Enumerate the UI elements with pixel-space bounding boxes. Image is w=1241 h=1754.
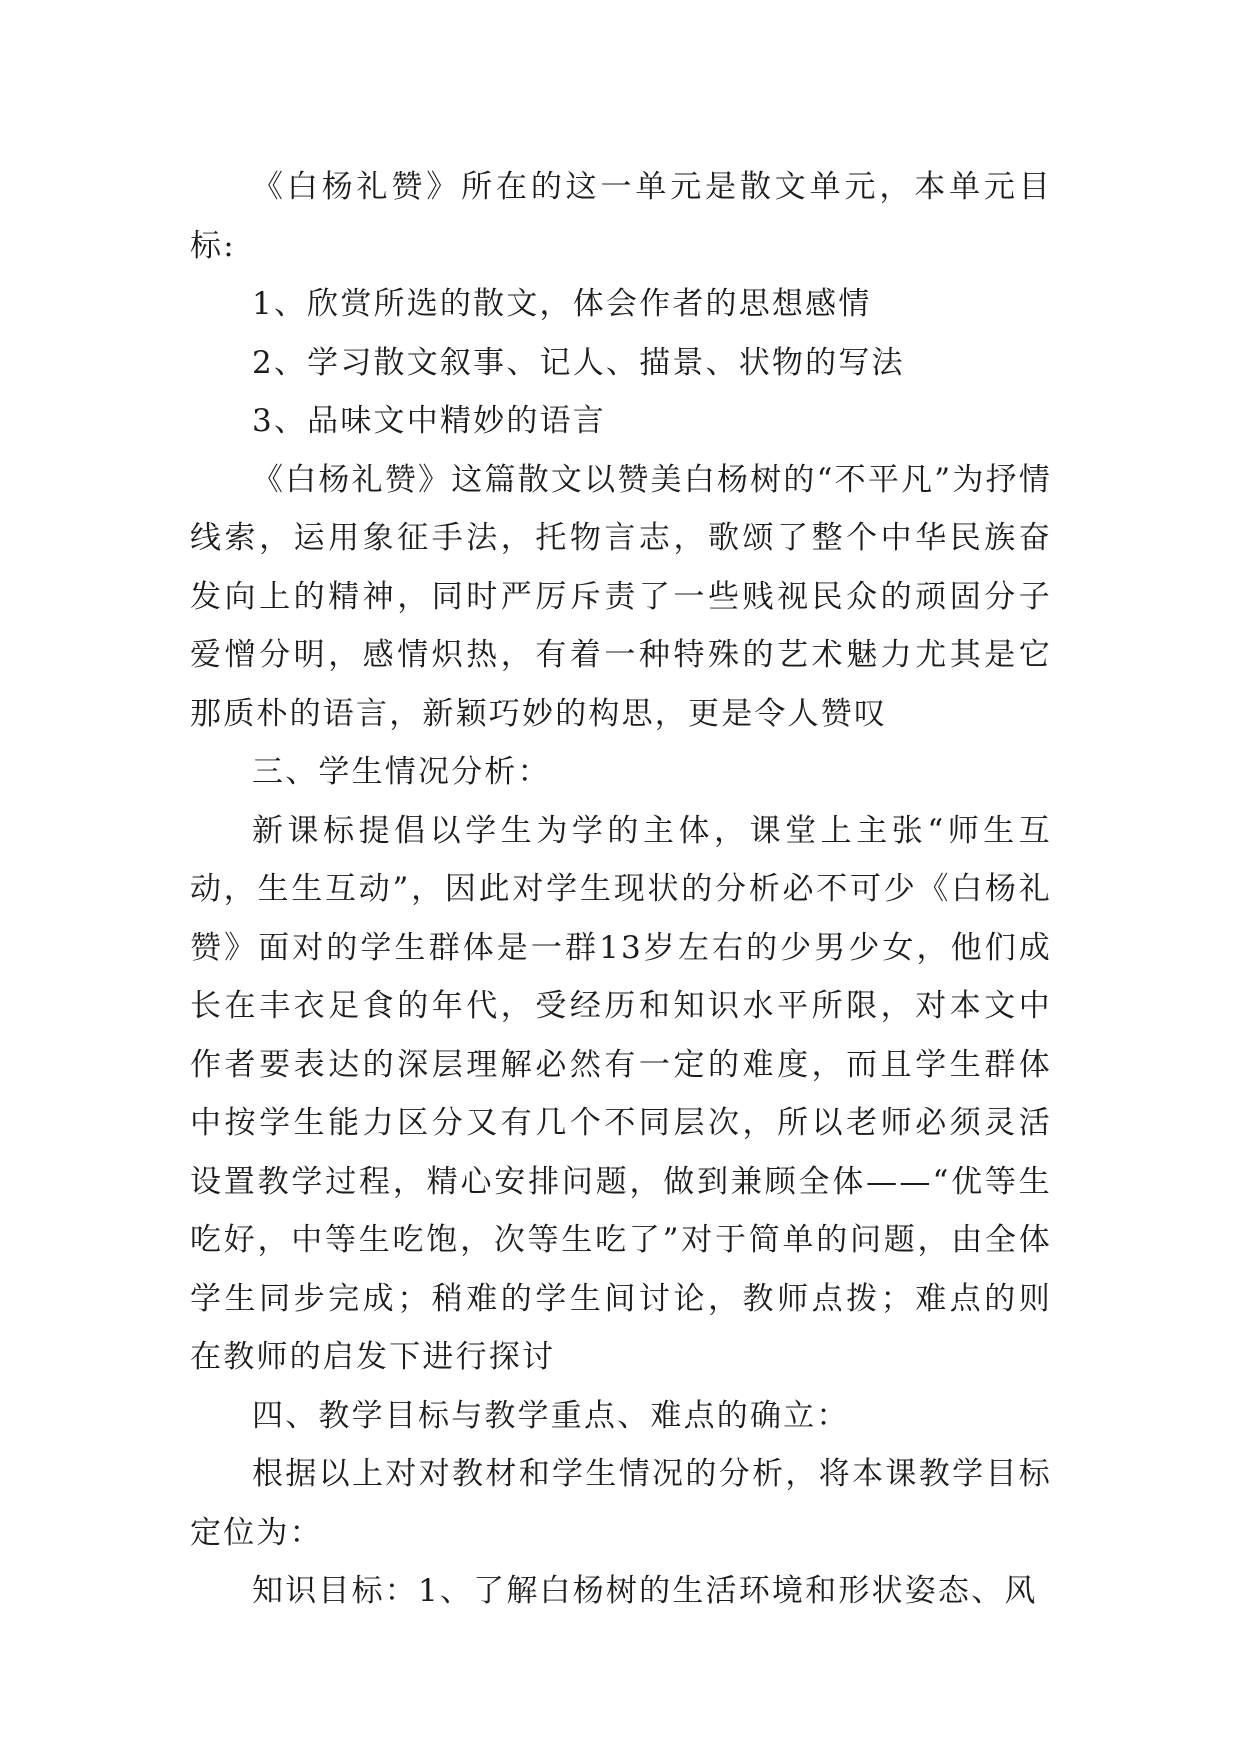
section-heading-student-analysis: 三、学生情况分析： (252, 754, 551, 790)
paragraph-teaching-goals-intro: 根据以上对对教材和学生情况的分析，将本课教学目标定位为： (190, 1456, 1052, 1551)
document-body (190, 158, 1052, 1621)
paragraph-goal-1: 1、欣赏所选的散文，体会作者的思想感情 (252, 286, 872, 322)
paragraph-text-analysis: 《白杨礼赞》这篇散文以赞美白杨树的“不平凡”为抒情线索，运用象征手法，托物言志，歌颂了整个中华民族奋发向上的精神，同时严厉斥责了一些贱视民众的顽固分子爱憎分明，感情炽热，有着一种特殊的艺术魅力尤其是它那质朴的语言，新颖巧妙的构思，更是令人赞叹 (190, 461, 1052, 732)
paragraph-unit-goals-intro: 《白杨礼赞》所在的这一单元是散文单元，本单元目标: (190, 169, 1052, 264)
paragraph-goal-2: 2、学习散文叙事、记人、描景、状物的写法 (252, 344, 905, 381)
paragraph-knowledge-goal: 知识目标：1、了解白杨树的生活环境和形状姿态、风 (252, 1573, 1038, 1609)
paragraph-student-analysis: 新课标提倡以学生为学的主体，课堂上主张“师生互动，生生互动”，因此对学生现状的分析必不可少《白杨礼赞》面对的学生群体是一群13岁左右的少男少女，他们成长在丰衣足食的年代，受经历和知识水平所限，对本文中作者要表达的深层理解必然有一定的难度，而且学生群体中按学生能力区分又有几个不同层次，所以老师必须灵活设置教学过程，精心安排问题，做到兼顾全体——“优等生吃好，中等生吃饱，次等生吃了”对于简单的问题，由全体学生同步完成；稍难的学生间讨论，教师点拨；难点的则在教师的启发下进行探讨 (190, 812, 1052, 1375)
paragraph-goal-3: 3、品味文中精妙的语言 (252, 403, 606, 439)
section-heading-teaching-goals: 四、教学目标与教学重点、难点的确立： (252, 1397, 850, 1434)
